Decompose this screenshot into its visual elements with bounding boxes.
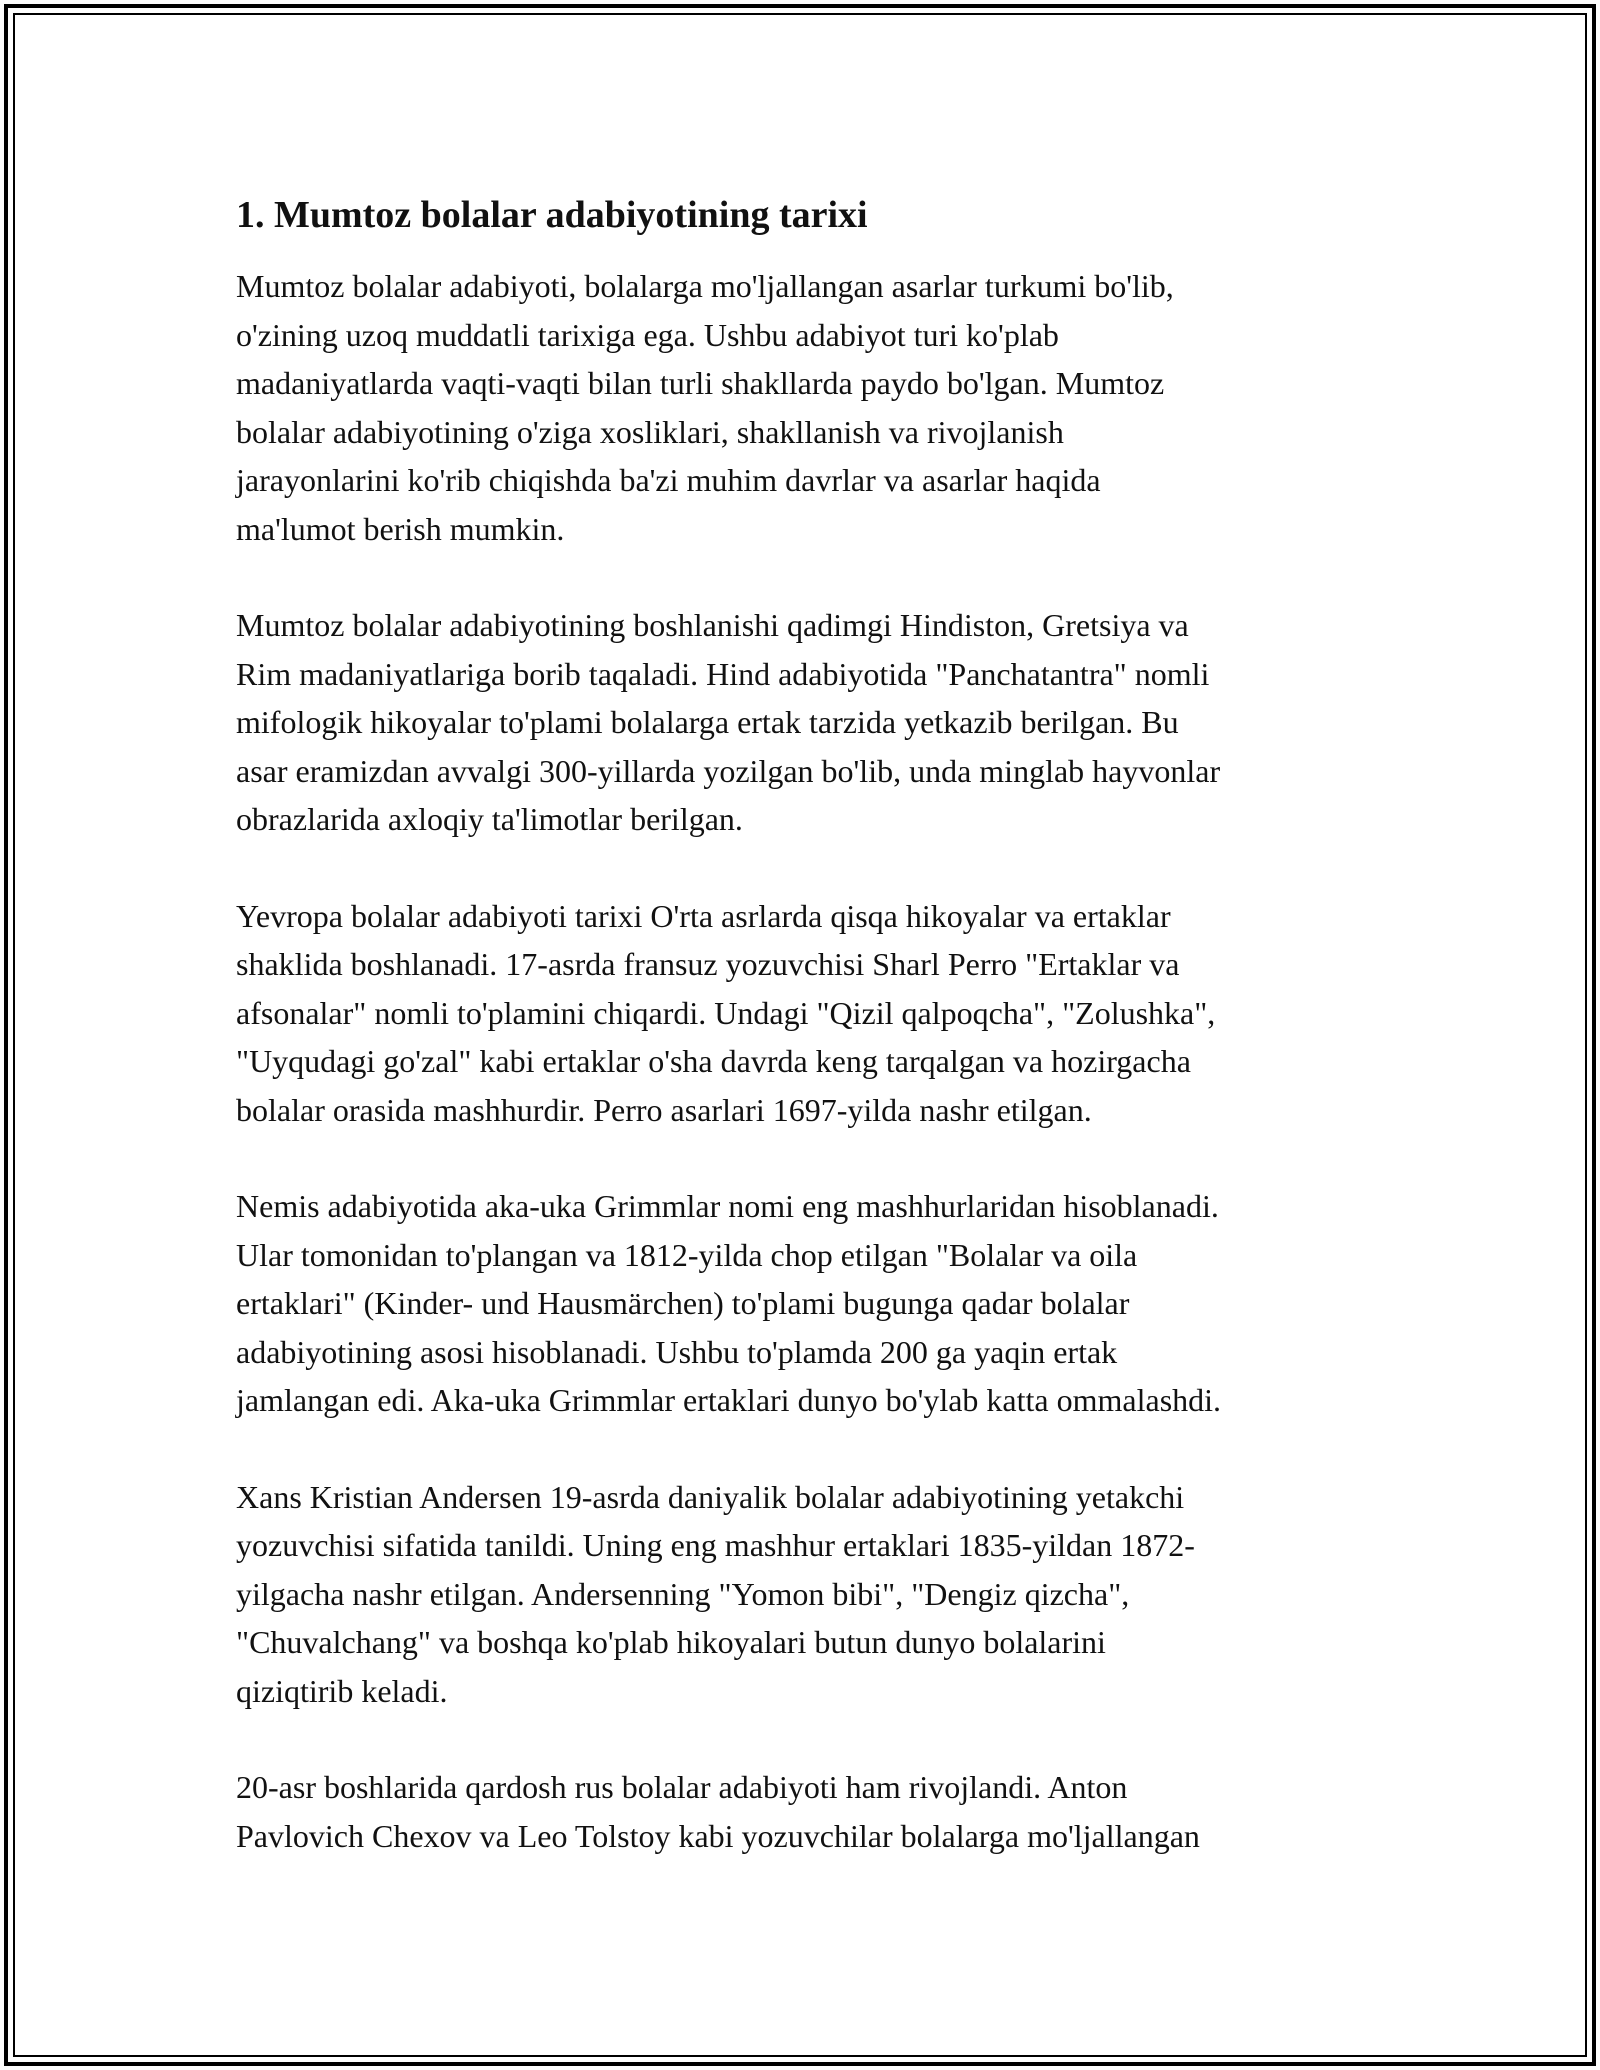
paragraph-3: Yevropa bolalar adabiyoti tarixi O'rta asrlarda qisqa hikoyalar va ertaklar shaklida boshlanadi. 17-asrda fransuz yozuvchisi Sharl Perro "Ertaklar va afsonalar" nomli to'plamini chiqardi. Undagi "Qizil qalpoqcha", "Zolushka", "Uyqudagi go'zal" kabi ertaklar o'sha davrda keng tarqalgan va hozirgacha bolalar orasida mashhurdir. Perro asarlari 1697-yilda nashr etilgan. [236, 897, 1216, 1128]
paragraph-5: Xans Kristian Andersen 19-asrda daniyalik bolalar adabiyotining yetakchi yozuvchisi sifatida tanildi. Uning eng mashhur ertaklari 1835-yildan 1872- yilgacha nashr etilgan. Andersenning "Yomon bibi", "Dengiz qizcha", "Chuvalchang" va boshqa ko'plab hikoyalari butun dunyo bolalarini qiziqtirib keladi. [236, 1478, 1195, 1709]
paragraph-1: Mumtoz bolalar adabiyoti, bolalarga mo'ljallangan asarlar turkumi bo'lib, o'zining uzoq muddatli tarixiga ega. Ushbu adabiyot turi ko'plab madaniyatlarda vaqti-vaqti bilan turli shakllarda paydo bo'lgan. Mumtoz bolalar adabiyotining o'ziga xosliklari, shakllanish va rivojlanish jarayonlarini ko'rib chiqishda ba'zi muhim davrlar va asarlar haqida ma'lumot berish mumkin. [236, 268, 1174, 547]
paragraph-4: Nemis adabiyotida aka-uka Grimmlar nomi eng mashhurlaridan hisoblanadi. Ular tomonidan to'plangan va 1812-yilda chop etilgan "Bolalar va oila ertaklari" (Kinder- und Hausmärchen) to'plami bugunga qadar bolalar adabiyotining asosi hisoblanadi. Ushbu to'plamda 200 ga yaqin ertak jamlangan edi. Aka-uka Grimmlar ertaklari dunyo bo'ylab katta ommalashdi. [236, 1188, 1222, 1418]
section-heading: 1. Mumtoz bolalar adabiyotining tarixi [236, 194, 868, 236]
paragraph-2: Mumtoz bolalar adabiyotining boshlanishi qadimgi Hindiston, Gretsiya va Rim madaniyatlariga borib taqaladi. Hind adabiyotida "Panchatantra" nomli mifologik hikoyalar to'plami bolalarga ertak tarzida yetkazib berilgan. Bu asar eramizdan avvalgi 300-yillarda yozilgan bo'lib, unda minglab hayvonlar obrazlarida axloqiy ta'limotlar berilgan. [236, 607, 1221, 837]
paragraph-6: 20-asr boshlarida qardosh rus bolalar adabiyoti ham rivojlandi. Anton Pavlovich Chexov va Leo Tolstoy kabi yozuvchilar bolalarga mo'ljallangan [236, 1769, 1200, 1854]
document-body [236, 180, 1386, 1908]
